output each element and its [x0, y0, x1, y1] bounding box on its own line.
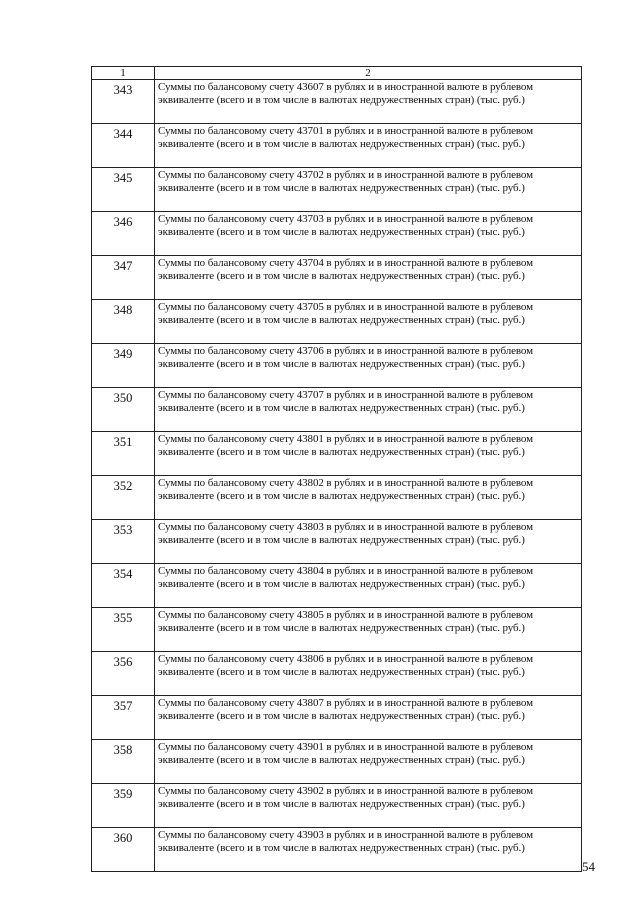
row-number: 358: [92, 740, 155, 784]
row-description: Суммы по балансовому счету 43703 в рублях и в иностранной валюте в рублевом эквиваленте (всего и в том числе в валютах недружественных стран) (тыс. руб.): [155, 212, 582, 256]
row-number: 345: [92, 168, 155, 212]
row-number: 348: [92, 300, 155, 344]
row-description: Суммы по балансовому счету 43707 в рублях и в иностранной валюте в рублевом эквиваленте (всего и в том числе в валютах недружественных стран) (тыс. руб.): [155, 388, 582, 432]
row-description: Суммы по балансовому счету 43802 в рублях и в иностранной валюте в рублевом эквиваленте (всего и в том числе в валютах недружественных стран) (тыс. руб.): [155, 476, 582, 520]
table-row: [92, 740, 582, 784]
row-description: Суммы по балансовому счету 43706 в рублях и в иностранной валюте в рублевом эквиваленте (всего и в том числе в валютах недружественных стран) (тыс. руб.): [155, 344, 582, 388]
table-row: [92, 212, 582, 256]
table-row: [92, 696, 582, 740]
row-number: 353: [92, 520, 155, 564]
table-row: [92, 476, 582, 520]
row-number: 357: [92, 696, 155, 740]
row-number: 349: [92, 344, 155, 388]
row-description: Суммы по балансовому счету 43702 в рублях и в иностранной валюте в рублевом эквиваленте (всего и в том числе в валютах недружественных стран) (тыс. руб.): [155, 168, 582, 212]
row-number: 359: [92, 784, 155, 828]
table-row: [92, 828, 582, 872]
page-number: 54: [582, 859, 595, 874]
table-row: [92, 80, 582, 124]
row-description: Суммы по балансовому счету 43902 в рублях и в иностранной валюте в рублевом эквиваленте (всего и в том числе в валютах недружественных стран) (тыс. руб.): [155, 784, 582, 828]
table-row: [92, 564, 582, 608]
row-description: Суммы по балансовому счету 43806 в рублях и в иностранной валюте в рублевом эквиваленте (всего и в том числе в валютах недружественных стран) (тыс. руб.): [155, 652, 582, 696]
table-row: [92, 388, 582, 432]
row-number: 344: [92, 124, 155, 168]
row-description: Суммы по балансовому счету 43801 в рублях и в иностранной валюте в рублевом эквиваленте (всего и в том числе в валютах недружественных стран) (тыс. руб.): [155, 432, 582, 476]
row-number: 354: [92, 564, 155, 608]
row-description: Суммы по балансовому счету 43901 в рублях и в иностранной валюте в рублевом эквиваленте (всего и в том числе в валютах недружественных стран) (тыс. руб.): [155, 740, 582, 784]
table-row: [92, 168, 582, 212]
row-number: 350: [92, 388, 155, 432]
row-number: 356: [92, 652, 155, 696]
header-cell-1: 1: [92, 67, 155, 80]
table-row: [92, 256, 582, 300]
table-row: [92, 652, 582, 696]
row-number: 343: [92, 80, 155, 124]
row-description: Суммы по балансовому счету 43805 в рублях и в иностранной валюте в рублевом эквиваленте (всего и в том числе в валютах недружественных стран) (тыс. руб.): [155, 608, 582, 652]
row-number: 351: [92, 432, 155, 476]
row-description: Суммы по балансовому счету 43701 в рублях и в иностранной валюте в рублевом эквиваленте (всего и в том числе в валютах недружественных стран) (тыс. руб.): [155, 124, 582, 168]
table-header-row: [92, 67, 582, 80]
row-description: Суммы по балансовому счету 43903 в рублях и в иностранной валюте в рублевом эквиваленте (всего и в том числе в валютах недружественных стран) (тыс. руб.): [155, 828, 582, 872]
row-description: Суммы по балансовому счету 43807 в рублях и в иностранной валюте в рублевом эквиваленте (всего и в том числе в валютах недружественных стран) (тыс. руб.): [155, 696, 582, 740]
table-row: [92, 300, 582, 344]
row-number: 355: [92, 608, 155, 652]
accounts-table: [91, 66, 582, 872]
row-description: Суммы по балансовому счету 43803 в рублях и в иностранной валюте в рублевом эквиваленте (всего и в том числе в валютах недружественных стран) (тыс. руб.): [155, 520, 582, 564]
row-number: 347: [92, 256, 155, 300]
row-description: Суммы по балансовому счету 43804 в рублях и в иностранной валюте в рублевом эквиваленте (всего и в том числе в валютах недружественных стран) (тыс. руб.): [155, 564, 582, 608]
row-number: 346: [92, 212, 155, 256]
table-row: [92, 520, 582, 564]
row-number: 360: [92, 828, 155, 872]
table-row: [92, 608, 582, 652]
row-description: Суммы по балансовому счету 43704 в рублях и в иностранной валюте в рублевом эквиваленте (всего и в том числе в валютах недружественных стран) (тыс. руб.): [155, 256, 582, 300]
table-row: [92, 432, 582, 476]
row-description: Суммы по балансовому счету 43607 в рублях и в иностранной валюте в рублевом эквиваленте (всего и в том числе в валютах недружественных стран) (тыс. руб.): [155, 80, 582, 124]
table-row: [92, 344, 582, 388]
row-description: Суммы по балансовому счету 43705 в рублях и в иностранной валюте в рублевом эквиваленте (всего и в том числе в валютах недружественных стран) (тыс. руб.): [155, 300, 582, 344]
header-cell-2: 2: [155, 67, 582, 80]
table-row: [92, 784, 582, 828]
row-number: 352: [92, 476, 155, 520]
table-row: [92, 124, 582, 168]
